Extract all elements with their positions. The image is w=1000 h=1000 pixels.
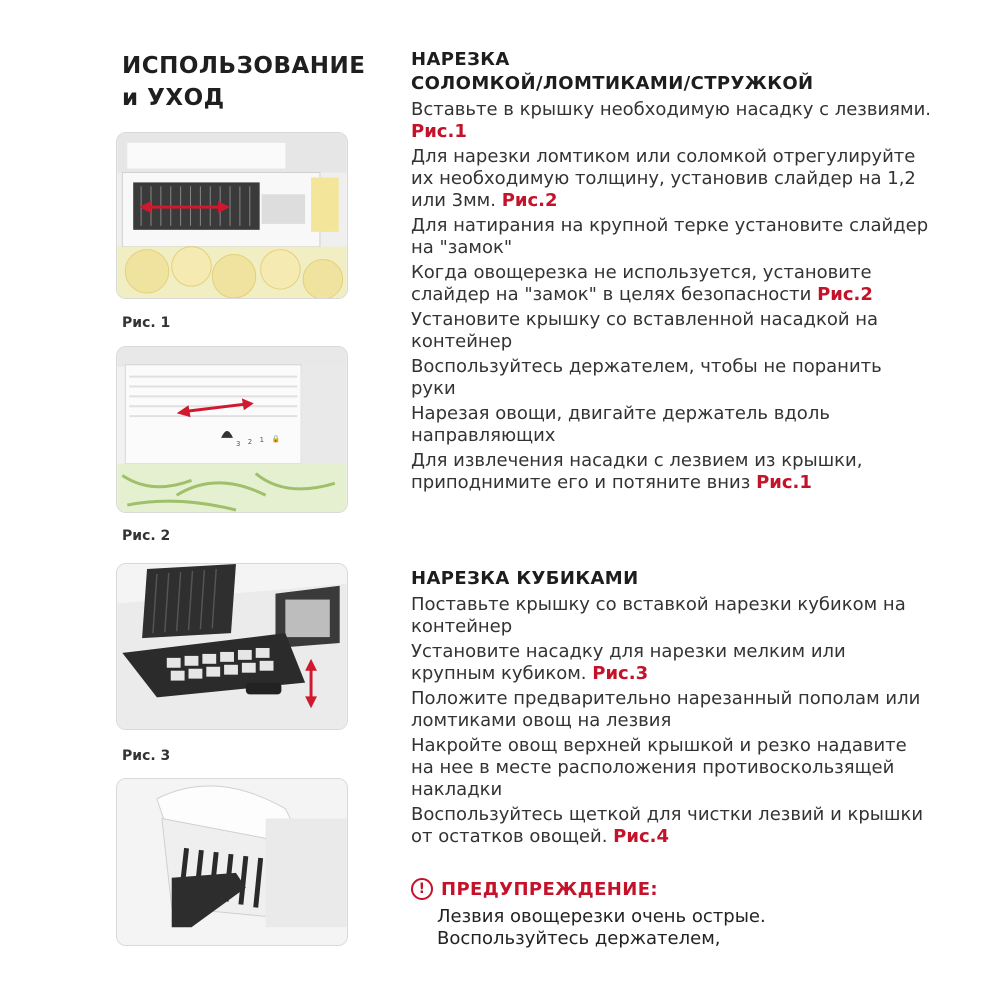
warning-heading-text: ПРЕДУПРЕЖДЕНИЕ: — [441, 878, 658, 900]
dicing-step-2 — [411, 641, 931, 685]
slicing-step-7: Нарезая овощи, двигайте держатель вдоль направляющих — [411, 403, 830, 446]
slicing-step-5: Установите крышку со вставленной насадкой на контейнер — [411, 309, 879, 352]
slicing-step-3: Для натирания на крупной терке установите слайдер на "замок" — [411, 215, 929, 258]
section-dicing-heading: НАРЕЗКА КУБИКАМИ — [411, 568, 639, 589]
dicing-step-4: Накройте овощ верхней крышкой и резко надавите на нее в месте расположения противоскользящей накладки — [411, 735, 907, 800]
figure-2-caption: Рис. 2 — [122, 528, 171, 544]
figure-1-image — [116, 132, 348, 299]
dicing-step-5 — [411, 804, 931, 848]
dicing-step-2-text: Установите насадку для нарезки мелким или крупным кубиком. — [411, 641, 846, 684]
slicing-step-1 — [411, 99, 931, 143]
fig-ref-2: Рис.2 — [501, 190, 558, 211]
title-line-1: ИСПОЛЬЗОВАНИЕ — [122, 53, 366, 79]
slicing-step-8 — [411, 450, 931, 494]
figure-3-caption: Рис. 3 — [122, 748, 171, 764]
warning-line-1: Лезвия овощерезки очень острые. — [437, 906, 766, 927]
dicing-step-1: Поставьте крышку со вставкой нарезки кубиком на контейнер — [411, 594, 906, 637]
figure-2-image — [116, 346, 348, 513]
slicing-step-2 — [411, 146, 931, 212]
section-slicing-heading-1: НАРЕЗКА — [411, 49, 510, 70]
fig-ref-4: Рис.4 — [613, 826, 670, 847]
section-slicing-heading-2: СОЛОМКОЙ/ЛОМТИКАМИ/СТРУЖКОЙ — [411, 73, 814, 94]
slicing-step-1-text: Вставьте в крышку необходимую насадку с лезвиями. — [411, 99, 932, 120]
fig-ref-1: Рис.1 — [411, 121, 467, 142]
fig-ref-3: Рис.3 — [592, 663, 649, 684]
fig2-scale-2: 2 — [247, 437, 253, 446]
slicing-step-4 — [411, 262, 931, 306]
warning-line-2: Воспользуйтесь держателем, — [437, 928, 721, 949]
fig-ref-1b: Рис.1 — [756, 472, 812, 493]
fig2-scale-1: 1 — [259, 435, 265, 444]
fig2-scale-lock-icon: 🔒 — [271, 434, 281, 443]
page-title — [122, 50, 382, 114]
fig-ref-2b: Рис.2 — [817, 284, 873, 305]
warning-heading — [411, 878, 658, 900]
dicing-step-5-text: Воспользуйтесь щеткой для чистки лезвий и крышки от остатков овощей. — [411, 804, 924, 847]
figure-3-image — [116, 563, 348, 730]
title-line-2: и УХОД — [122, 85, 225, 111]
figure-1-caption: Рис. 1 — [122, 315, 171, 331]
section-slicing — [411, 48, 931, 494]
fig2-scale-3: 3 — [235, 439, 241, 448]
dicing-step-3: Положите предварительно нарезанный пополам или ломтиками овощ на лезвия — [411, 688, 921, 731]
warning-icon: ! — [411, 878, 433, 900]
figure-4-image — [116, 778, 348, 946]
slicing-step-6: Воспользуйтесь держателем, чтобы не поранить руки — [411, 356, 882, 399]
slicing-step-8-text: Для извлечения насадки с лезвием из крышки, приподнимите его и потяните вниз — [411, 450, 863, 493]
section-dicing — [411, 567, 931, 848]
slicing-step-2-text: Для нарезки ломтиком или соломкой отрегулируйте их необходимую толщину, установив слайдер на 1,2 или 3мм. — [411, 146, 916, 211]
slicing-step-4-text: Когда овощерезка не используется, установите слайдер на "замок" в целях безопасности — [411, 262, 872, 305]
warning-body — [437, 906, 917, 950]
